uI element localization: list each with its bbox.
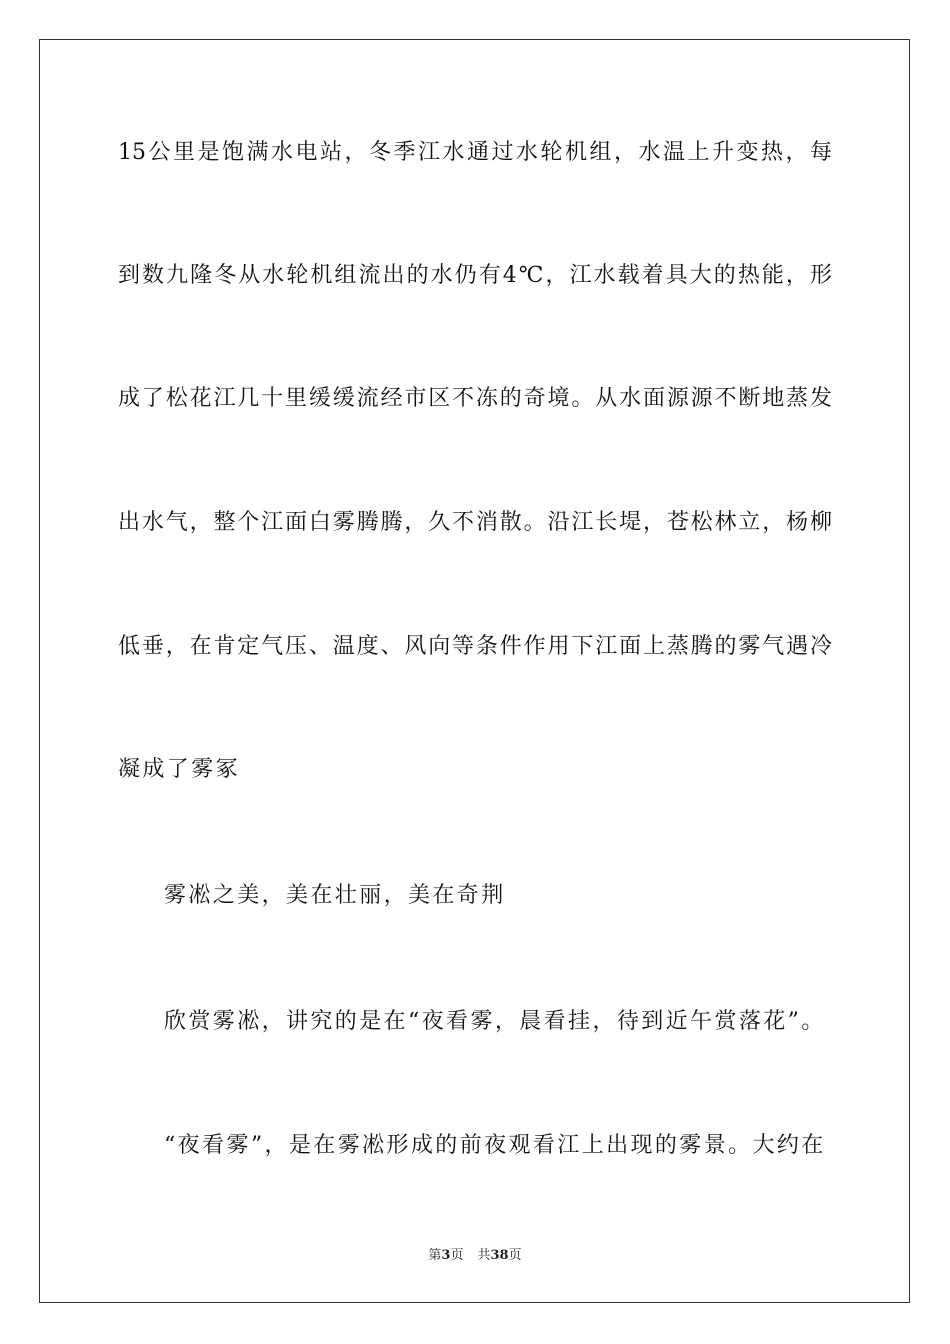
footer-total-pages: 38	[490, 1248, 509, 1263]
page-footer	[0, 1247, 950, 1265]
footer-page-suffix: 页	[450, 1248, 464, 1263]
footer-total-prefix: 共	[477, 1248, 491, 1263]
paragraph-line-8: 欣赏雾凇，讲究的是在“夜看雾，晨看挂，待到近午赏落花”。	[164, 1009, 826, 1034]
paragraph-line-1: 15公里是饱满水电站，冬季江水通过水轮机组，水温上升变热，每	[118, 140, 832, 165]
paragraph-line-9: “夜看雾”，是在雾凇形成的前夜观看江上出现的雾景。大约在	[164, 1133, 826, 1158]
paragraph-line-4: 出水气，整个江面白雾腾腾，久不消散。沿江长堤，苍松林立，杨柳	[118, 510, 832, 535]
footer-page-number: 3	[441, 1248, 451, 1263]
footer-total-suffix: 页	[508, 1248, 522, 1263]
paragraph-line-3: 成了松花江几十里缓缓流经市区不冻的奇境。从水面源源不断地蒸发	[118, 386, 832, 411]
paragraph-heading-line: 雾凇之美，美在壮丽，美在奇荆	[164, 883, 506, 908]
paragraph-line-6: 凝成了雾冢	[118, 757, 241, 782]
page-border	[39, 39, 910, 1303]
footer-page-prefix: 第	[428, 1248, 442, 1263]
paragraph-line-5: 低垂，在肯定气压、温度、风向等条件作用下江面上蒸腾的雾气遇冷	[118, 634, 832, 659]
paragraph-line-2: 到数九隆冬从水轮机组流出的水仍有4℃，江水载着具大的热能，形	[118, 263, 832, 288]
